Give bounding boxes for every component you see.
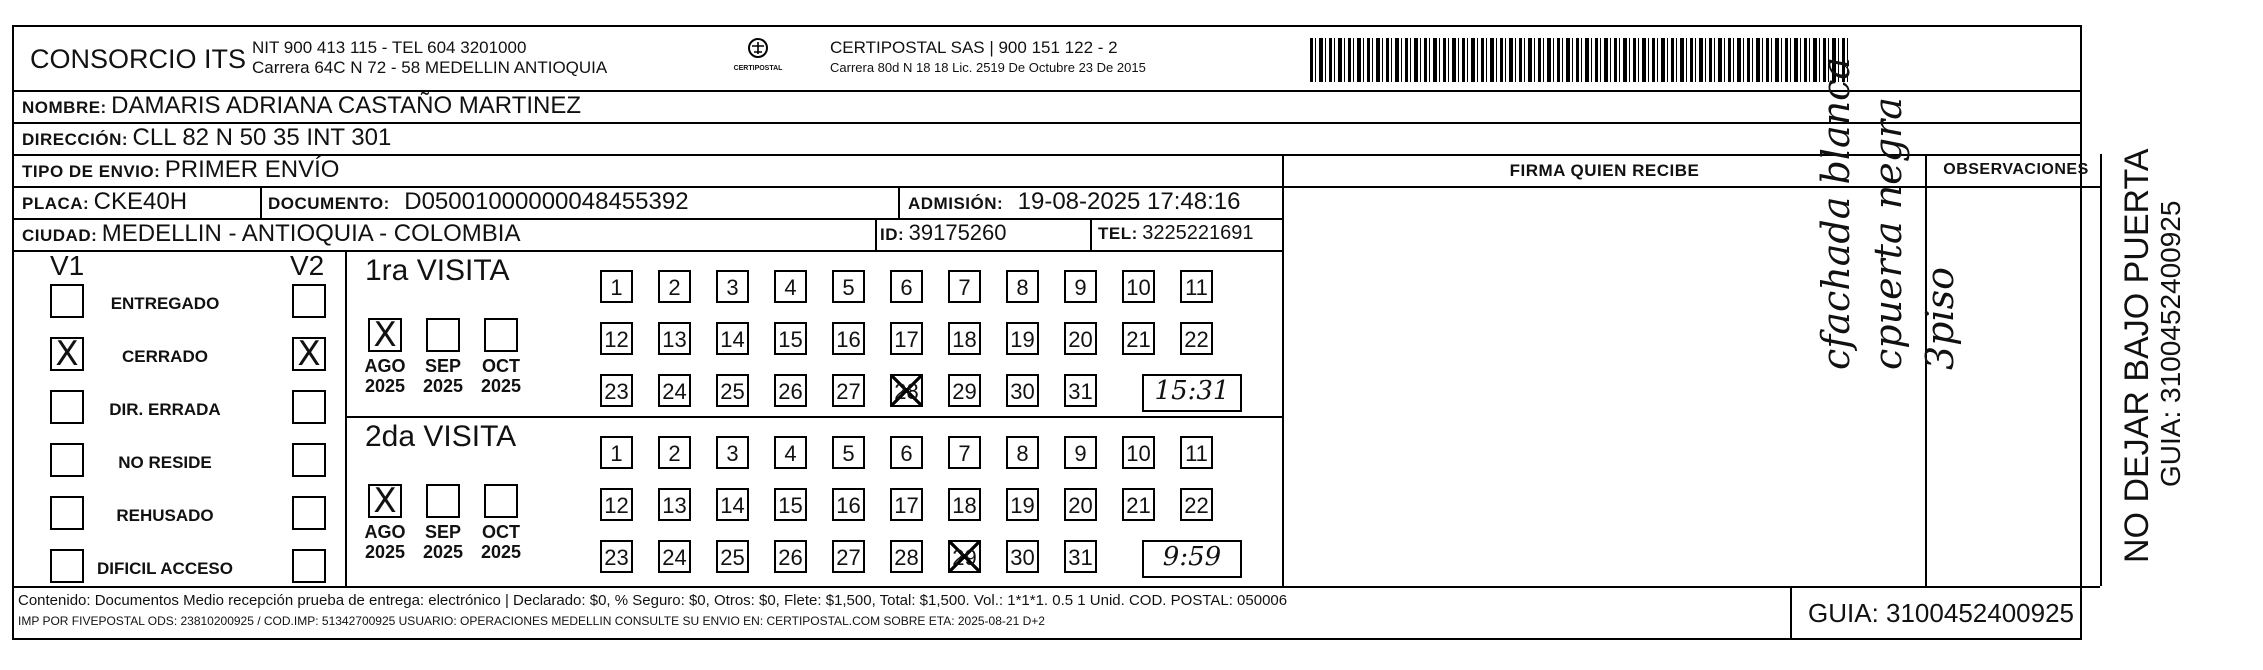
visit-day-box[interactable]: 9: [1064, 270, 1097, 303]
visit-day-box[interactable]: 5: [832, 270, 865, 303]
direccion-label: DIRECCIÓN:: [22, 130, 129, 149]
ciudad-label: CIUDAD:: [22, 226, 98, 245]
visit-day-box[interactable]: 6: [890, 270, 923, 303]
documento-label: DOCUMENTO:: [268, 194, 390, 213]
visit-day-box[interactable]: 23: [600, 374, 633, 407]
admision-row: [908, 188, 1240, 216]
v1-header: V1: [50, 250, 85, 281]
status-checkbox-v2[interactable]: X: [292, 337, 326, 371]
footer-line1: Contenido: Documentos Medio recepción prueba de entrega: electrónico | Declarado: $0, % Seguro: $0, Otros: $0, Flete: $1,500, Total: $1,500. Vol.: 1*1*1. 0.5 1 Unid. COD. POSTAL: 050006: [18, 592, 1288, 609]
visit-day-box[interactable]: 17: [890, 488, 923, 521]
visit-day-box[interactable]: 5: [832, 436, 865, 469]
v2-header: V2: [290, 250, 325, 281]
status-checkbox-v1[interactable]: [50, 390, 84, 424]
tipo-value: PRIMER ENVÍO: [164, 156, 340, 183]
visit-day-box[interactable]: 30: [1006, 540, 1039, 573]
placa-row: [22, 188, 187, 216]
id-label: ID:: [880, 225, 905, 244]
status-option-label: DIR. ERRADA: [109, 400, 221, 419]
visit-month-label: OCT: [482, 356, 520, 376]
status-checkbox-v2[interactable]: [292, 390, 326, 424]
status-checkbox-v1[interactable]: [50, 496, 84, 530]
visit-day-box[interactable]: 29: [948, 374, 981, 407]
visit-time-box[interactable]: 15:31: [1142, 374, 1242, 412]
visit-day-box[interactable]: 8: [1006, 270, 1039, 303]
tipo-row: [22, 156, 339, 184]
visit-day-box[interactable]: 26: [774, 374, 807, 407]
status-checkbox-v1[interactable]: [50, 284, 84, 318]
status-checkbox-v1[interactable]: [50, 549, 84, 583]
observaciones-header: OBSERVACIONES: [1943, 161, 2089, 178]
visit-day-box[interactable]: 14: [716, 322, 749, 355]
visit-day-box[interactable]: 24: [658, 374, 691, 407]
visit-month-label: AGO: [364, 522, 406, 542]
status-option-label: REHUSADO: [116, 506, 214, 525]
status-option-label: DIFICIL ACCESO: [96, 559, 233, 578]
nombre-value: DAMARIS ADRIANA CASTAÑO MARTINEZ: [111, 92, 582, 119]
visit-day-box[interactable]: 3: [716, 270, 749, 303]
tipo-label: TIPO DE ENVIO:: [22, 162, 161, 181]
visit-day-box[interactable]: 18: [948, 488, 981, 521]
visit-day-box[interactable]: 24: [658, 540, 691, 573]
visit-year-label: 2025: [480, 542, 522, 562]
visit-day-box[interactable]: 28: [890, 540, 923, 573]
visit-day-box[interactable]: 15: [774, 488, 807, 521]
observations-handwritten: [1810, 0, 1990, 370]
placa-label: PLACA:: [22, 194, 90, 213]
visit-day-box[interactable]: 20: [1064, 322, 1097, 355]
visit-day-box[interactable]: 7: [948, 436, 981, 469]
status-option-label: CERRADO: [122, 347, 208, 366]
side-guia-text: GUIA: 3100452400925: [2155, 200, 2186, 487]
visit-year-label: 2025: [364, 542, 406, 562]
visit-day-box[interactable]: 1: [600, 270, 633, 303]
visit-day-box[interactable]: 22: [1180, 488, 1213, 521]
visit-day-box[interactable]: 27: [832, 540, 865, 573]
visit-month-checkbox[interactable]: [484, 318, 518, 352]
visit-month-label: AGO: [364, 356, 406, 376]
ciudad-row: [22, 220, 520, 248]
certipostal-logo: [728, 36, 788, 72]
visit-day-box[interactable]: 25: [716, 374, 749, 407]
visit-day-box[interactable]: 29: [948, 540, 981, 573]
footer-guia: GUIA: 3100452400925: [1808, 598, 2074, 628]
visit-year-label: 2025: [422, 376, 464, 396]
visit-month-checkbox[interactable]: X: [368, 484, 402, 518]
company-name: CONSORCIO ITS: [30, 44, 247, 74]
visit-month-label: OCT: [482, 522, 520, 542]
visit-day-box[interactable]: 16: [832, 488, 865, 521]
visit-day-box[interactable]: 21: [1122, 322, 1155, 355]
visit-day-box[interactable]: 28: [890, 374, 923, 407]
ciudad-value: MEDELLIN - ANTIOQUIA - COLOMBIA: [101, 220, 521, 247]
courier-line2: Carrera 80d N 18 18 Lic. 2519 De Octubre 23 De 2015: [830, 60, 1146, 75]
observation-line: cpuerta negra: [1866, 97, 1910, 370]
status-option-label: NO RESIDE: [118, 453, 212, 472]
status-checkbox-v2[interactable]: [292, 496, 326, 530]
id-value: 39175260: [908, 220, 1007, 245]
placa-value: CKE40H: [93, 188, 188, 215]
visit-day-box[interactable]: 12: [600, 322, 633, 355]
company-info-line2: Carrera 64C N 72 - 58 MEDELLIN ANTIOQUIA: [252, 58, 608, 77]
visit-day-box[interactable]: 3: [716, 436, 749, 469]
visit-day-box[interactable]: 17: [890, 322, 923, 355]
visit-day-box[interactable]: 2: [658, 436, 691, 469]
company-info-line1: NIT 900 413 115 - TEL 604 3201000: [252, 38, 527, 57]
visit-month-label: SEP: [424, 522, 462, 542]
visit-day-box[interactable]: 4: [774, 436, 807, 469]
status-checkbox-v1[interactable]: X: [50, 337, 84, 371]
nombre-label: NOMBRE:: [22, 98, 107, 117]
documento-value: D05001000000048455392: [404, 188, 689, 215]
status-checkbox-v2[interactable]: [292, 443, 326, 477]
visit-day-box[interactable]: 31: [1064, 374, 1097, 407]
visit-title: 2da VISITA: [365, 420, 517, 453]
visit-day-box[interactable]: 11: [1180, 436, 1213, 469]
direccion-value: CLL 82 N 50 35 INT 301: [132, 124, 392, 151]
side-warning-text: NO DEJAR BAJO PUERTA: [2118, 148, 2156, 563]
tel-label: TEL:: [1098, 224, 1138, 243]
direccion-row: [22, 124, 391, 152]
visit-month-checkbox[interactable]: [484, 484, 518, 518]
admision-label: ADMISIÓN:: [908, 194, 1004, 213]
visit-month-checkbox[interactable]: [426, 318, 460, 352]
visit-day-box[interactable]: 31: [1064, 540, 1097, 573]
visit-day-box[interactable]: 13: [658, 488, 691, 521]
visit-day-box[interactable]: 4: [774, 270, 807, 303]
footer-line2: IMP POR FIVEPOSTAL ODS: 23810200925 / COD.IMP: 51342700925 USUARIO: OPERACIONES MEDELLIN CONSULTE SU ENVIO EN: CERTIPOSTAL.COM SOBRE ETA: 2025-08-21 D+2: [18, 614, 1045, 628]
visit-time-box[interactable]: 9:59: [1142, 540, 1242, 578]
visit-day-box[interactable]: 21: [1122, 488, 1155, 521]
observation-line: 3piso: [1918, 266, 1962, 370]
visit-day-box[interactable]: 7: [948, 270, 981, 303]
visit-day-box[interactable]: 13: [658, 322, 691, 355]
visit-day-box[interactable]: 19: [1006, 488, 1039, 521]
visit-day-box[interactable]: 2: [658, 270, 691, 303]
visit-day-box[interactable]: 22: [1180, 322, 1213, 355]
visit-day-box[interactable]: 15: [774, 322, 807, 355]
visit-month-label: SEP: [424, 356, 462, 376]
visit-day-box[interactable]: 25: [716, 540, 749, 573]
visit-day-box[interactable]: 16: [832, 322, 865, 355]
visit-day-box[interactable]: 30: [1006, 374, 1039, 407]
nombre-row: [22, 92, 581, 120]
barcode: [1310, 38, 1850, 82]
visit-day-box[interactable]: 18: [948, 322, 981, 355]
visit-day-box[interactable]: 11: [1180, 270, 1213, 303]
visit-day-box[interactable]: 12: [600, 488, 633, 521]
visit-title: 1ra VISITA: [365, 254, 510, 287]
courier-line1: CERTIPOSTAL SAS | 900 151 122 - 2: [830, 38, 1118, 57]
visit-year-label: 2025: [364, 376, 406, 396]
visit-day-box[interactable]: 23: [600, 540, 633, 573]
visit-day-box[interactable]: 27: [832, 374, 865, 407]
firma-header: FIRMA QUIEN RECIBE: [1509, 161, 1700, 180]
status-checkbox-v2[interactable]: [292, 284, 326, 318]
visit-day-box[interactable]: 1: [600, 436, 633, 469]
logo-emblem-icon: [743, 36, 773, 60]
admision-value: 19-08-2025 17:48:16: [1017, 188, 1241, 215]
visit-day-box[interactable]: 6: [890, 436, 923, 469]
status-option-label: ENTREGADO: [110, 294, 220, 313]
logo-text: CERTIPOSTAL: [733, 65, 783, 72]
tel-row: [1098, 222, 1253, 245]
visit-day-box[interactable]: 10: [1122, 270, 1155, 303]
visit-day-box[interactable]: 9: [1064, 436, 1097, 469]
visit-month-checkbox[interactable]: [426, 484, 460, 518]
visit-day-box[interactable]: 26: [774, 540, 807, 573]
documento-row: [268, 188, 689, 216]
visit-year-label: 2025: [480, 376, 522, 396]
visit-year-label: 2025: [422, 542, 464, 562]
visit-day-box[interactable]: 14: [716, 488, 749, 521]
status-checkbox-v2[interactable]: [292, 549, 326, 583]
tel-value: 3225221691: [1142, 222, 1254, 244]
status-checkbox-v1[interactable]: [50, 443, 84, 477]
visit-day-box[interactable]: 20: [1064, 488, 1097, 521]
visit-day-box[interactable]: 19: [1006, 322, 1039, 355]
observation-line: cfachada blanca: [1814, 56, 1858, 370]
visit-month-checkbox[interactable]: X: [368, 318, 402, 352]
visit-day-box[interactable]: 8: [1006, 436, 1039, 469]
visit-day-box[interactable]: 10: [1122, 436, 1155, 469]
id-row: [880, 220, 1007, 246]
